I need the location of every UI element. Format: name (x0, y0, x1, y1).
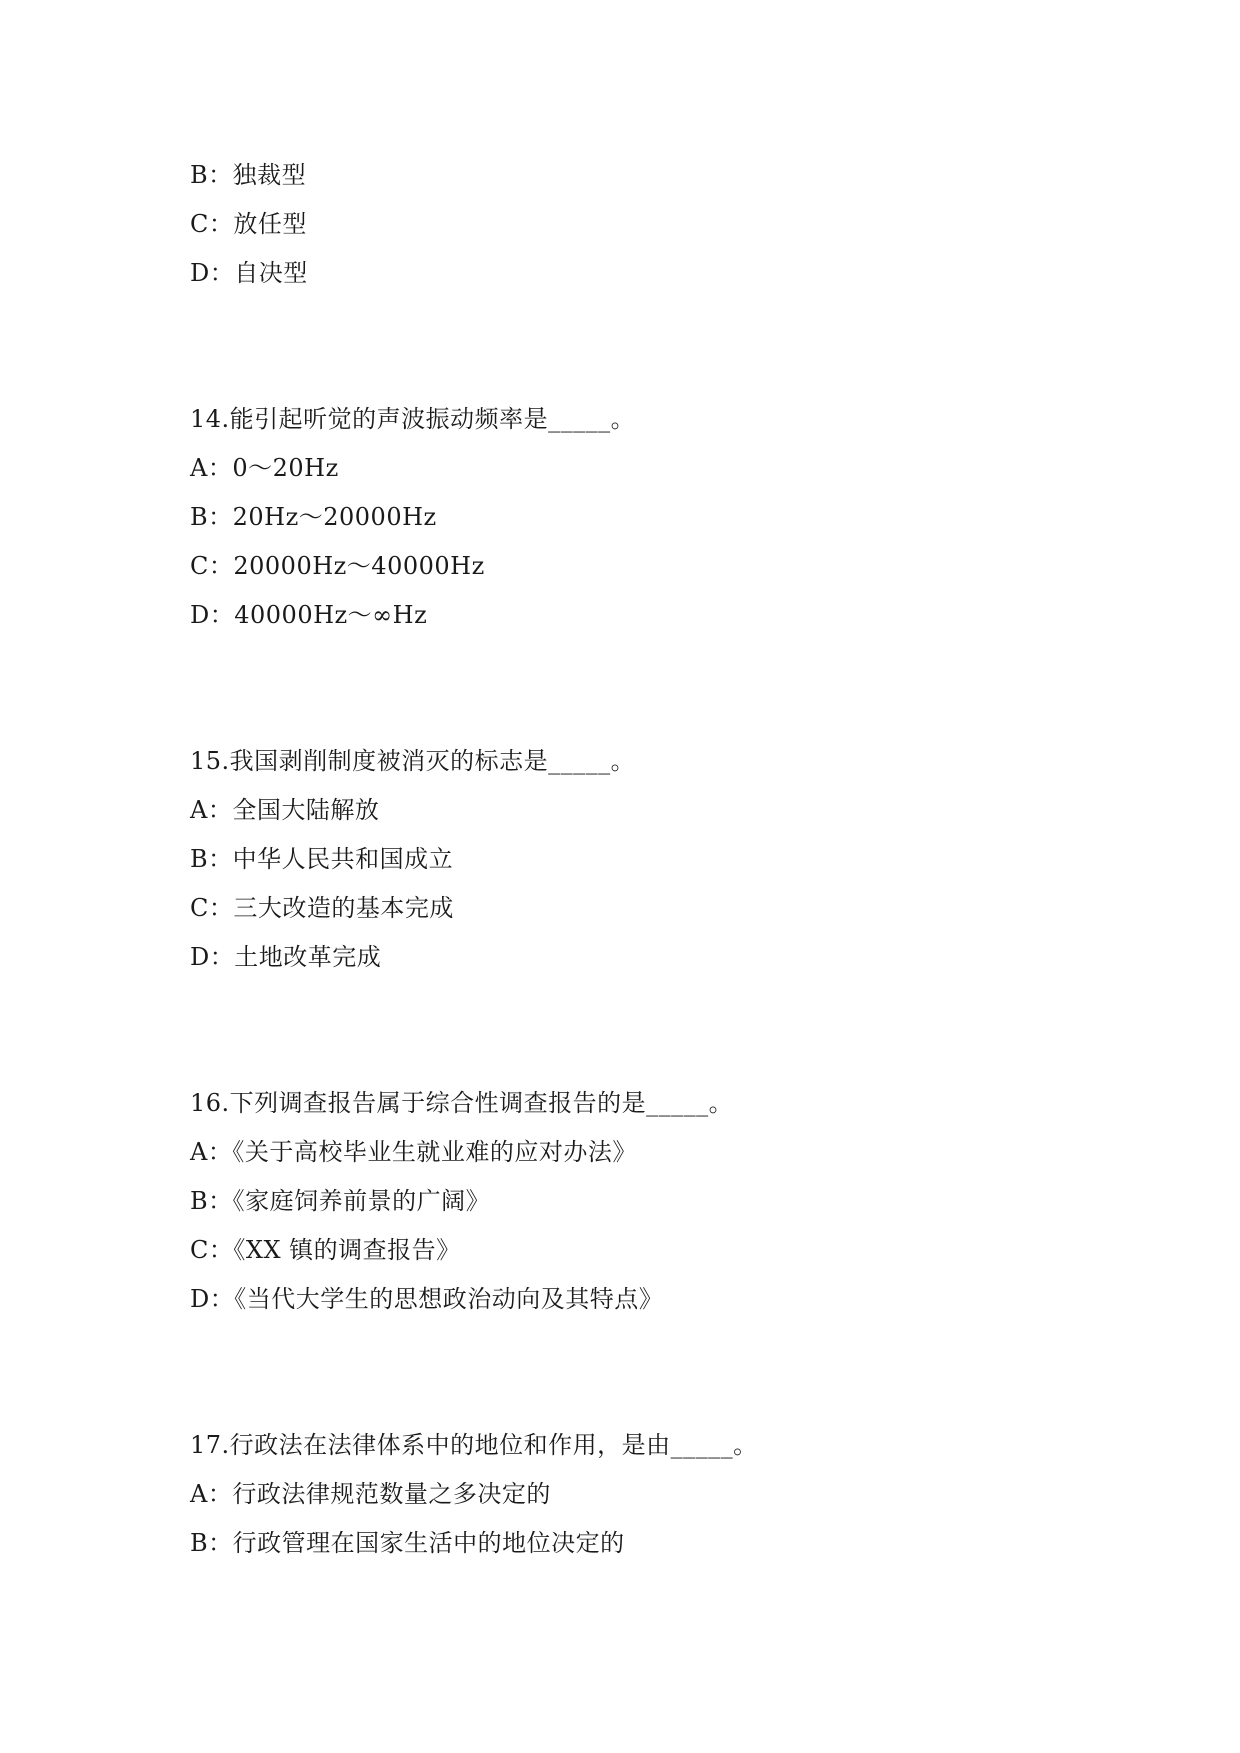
option-text: 0～20Hz (232, 454, 339, 482)
option-b (190, 1186, 490, 1216)
option-b (190, 160, 306, 190)
option-text: 土地改革完成 (234, 943, 382, 971)
option-prefix: A： (190, 1138, 233, 1166)
option-prefix: C： (190, 552, 234, 580)
option-prefix: C： (190, 210, 234, 238)
option-text: 行政管理在国家生活中的地位决定的 (232, 1529, 625, 1557)
option-prefix: A： (190, 454, 233, 482)
option-prefix: B： (190, 1187, 233, 1215)
option-text: 20000Hz～40000Hz (233, 552, 485, 580)
option-c (190, 209, 307, 239)
option-prefix: D： (190, 1285, 235, 1313)
question-16-stem: 16.下列调查报告属于综合性调查报告的是_____。 (190, 1089, 734, 1117)
option-text: 自决型 (234, 259, 308, 287)
question-14-stem: 14.能引起听觉的声波振动频率是_____。 (190, 405, 636, 433)
option-d (190, 1284, 663, 1314)
option-text: 《家庭饲养前景的广阔》 (232, 1187, 491, 1215)
option-text: 《当代大学生的思想政治动向及其特点》 (234, 1285, 664, 1313)
option-text: 独裁型 (232, 161, 307, 189)
option-prefix: B： (190, 1529, 233, 1557)
question-15-stem: 15.我国剥削制度被消灭的标志是_____。 (190, 747, 636, 775)
option-a (190, 1479, 551, 1509)
option-b (190, 844, 453, 874)
option-prefix: A： (190, 1480, 233, 1508)
option-text: 行政法律规范数量之多决定的 (232, 1480, 551, 1508)
option-text: 放任型 (233, 210, 307, 238)
option-b (190, 1528, 625, 1558)
option-text: 《XX 镇的调查报告》 (233, 1236, 461, 1264)
option-prefix: C： (190, 894, 234, 922)
option-c (190, 893, 454, 923)
option-prefix: B： (190, 161, 233, 189)
option-text: 40000Hz～∞Hz (234, 601, 428, 629)
option-a (190, 795, 379, 825)
option-d (190, 258, 308, 288)
option-d (190, 600, 427, 630)
option-d (190, 942, 381, 972)
option-text: 全国大陆解放 (232, 796, 380, 824)
option-a (190, 1137, 637, 1167)
option-prefix: C： (190, 1236, 234, 1264)
option-prefix: B： (190, 845, 233, 873)
option-a (190, 453, 339, 483)
option-text: 中华人民共和国成立 (232, 845, 454, 873)
option-prefix: D： (190, 943, 235, 971)
question-17-stem: 17.行政法在法律体系中的地位和作用，是由_____。 (190, 1431, 758, 1459)
option-prefix: D： (190, 259, 235, 287)
option-text: 《关于高校毕业生就业难的应对办法》 (232, 1138, 637, 1166)
option-text: 三大改造的基本完成 (233, 894, 454, 922)
option-b (190, 502, 437, 532)
option-prefix: B： (190, 503, 233, 531)
option-c (190, 1235, 461, 1265)
option-prefix: A： (190, 796, 233, 824)
option-prefix: D： (190, 601, 235, 629)
option-c (190, 551, 485, 581)
option-text: 20Hz～20000Hz (232, 503, 437, 531)
